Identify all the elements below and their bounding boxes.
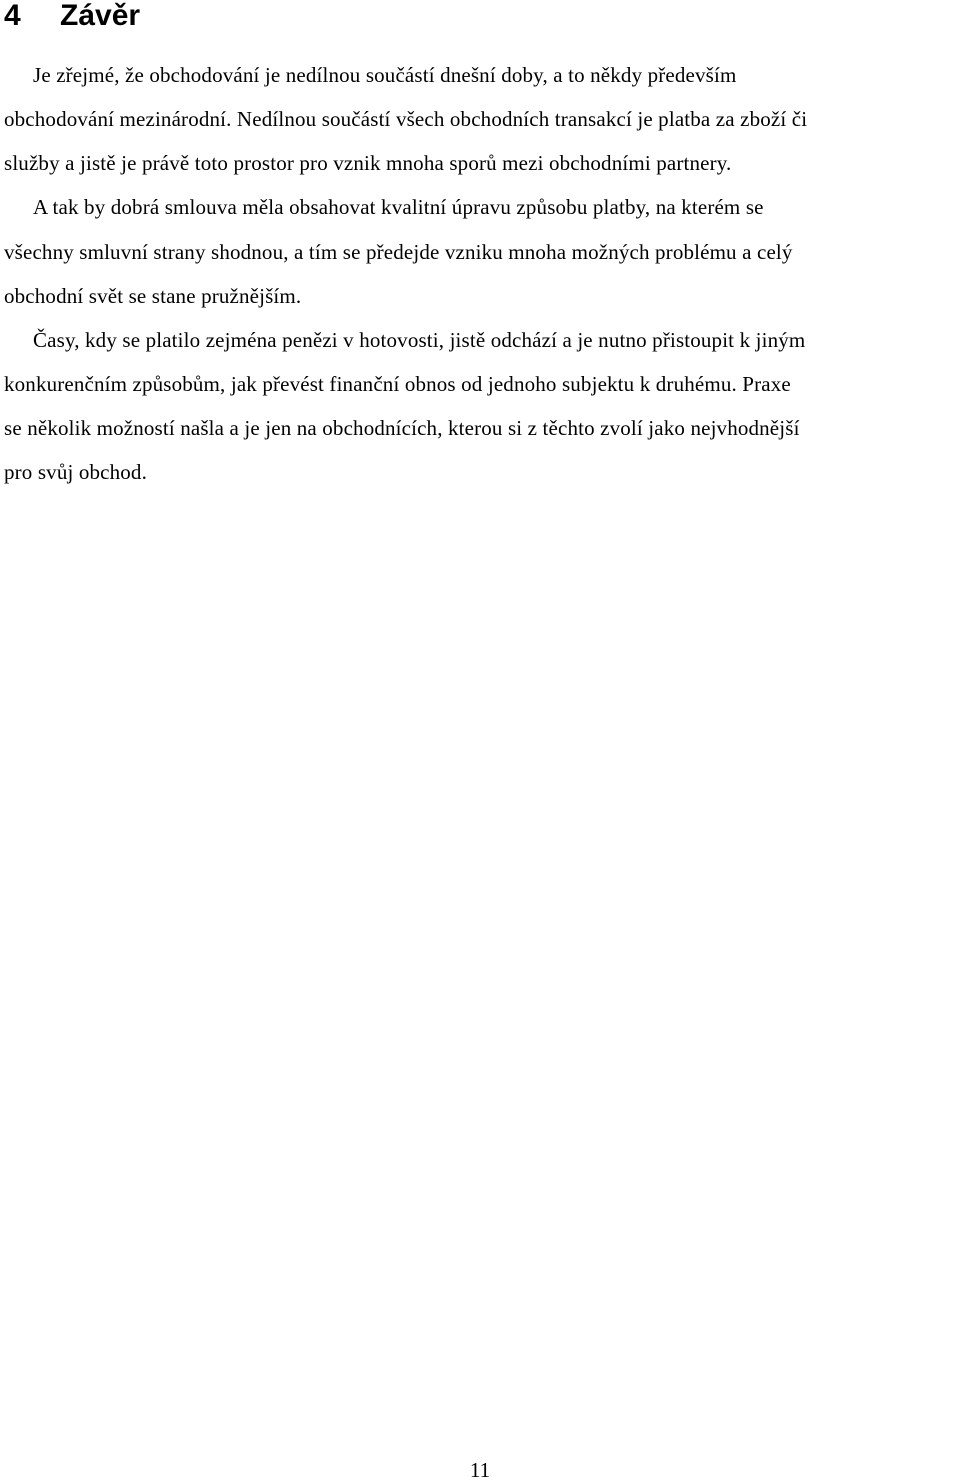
chapter-number: 4: [4, 0, 21, 32]
text-line: Časy, kdy se platilo zejména penězi v hotovosti, jistě odchází a je nutno přistoupit k jiným: [33, 328, 806, 352]
text-line: konkurenčním způsobům, jak převést finanční obnos od jednoho subjektu k druhému. Praxe: [4, 372, 791, 396]
text-line: všechny smluvní strany shodnou, a tím se předejde vzniku mnoha možných problému a celý: [4, 240, 793, 264]
text-line: služby a jistě je právě toto prostor pro vznik mnoha sporů mezi obchodními partnery.: [4, 151, 732, 175]
text-line: Je zřejmé, že obchodování je nedílnou součástí dnešní doby, a to někdy především: [33, 63, 737, 87]
chapter-title: Závěr: [60, 0, 141, 32]
page-number: 11: [469, 1458, 491, 1482]
chapter-heading: [4, 0, 140, 34]
text-line: A tak by dobrá smlouva měla obsahovat kvalitní úpravu způsobu platby, na kterém se: [33, 195, 764, 219]
text-line: obchodování mezinárodní. Nedílnou součástí všech obchodních transakcí je platba za zboží či: [4, 107, 808, 131]
text-line: pro svůj obchod.: [4, 460, 147, 484]
text-line: se několik možností našla a je jen na obchodnících, kterou si z těchto zvolí jako nejvhodnější: [4, 416, 800, 440]
text-line: obchodní svět se stane pružnějším.: [4, 284, 302, 308]
